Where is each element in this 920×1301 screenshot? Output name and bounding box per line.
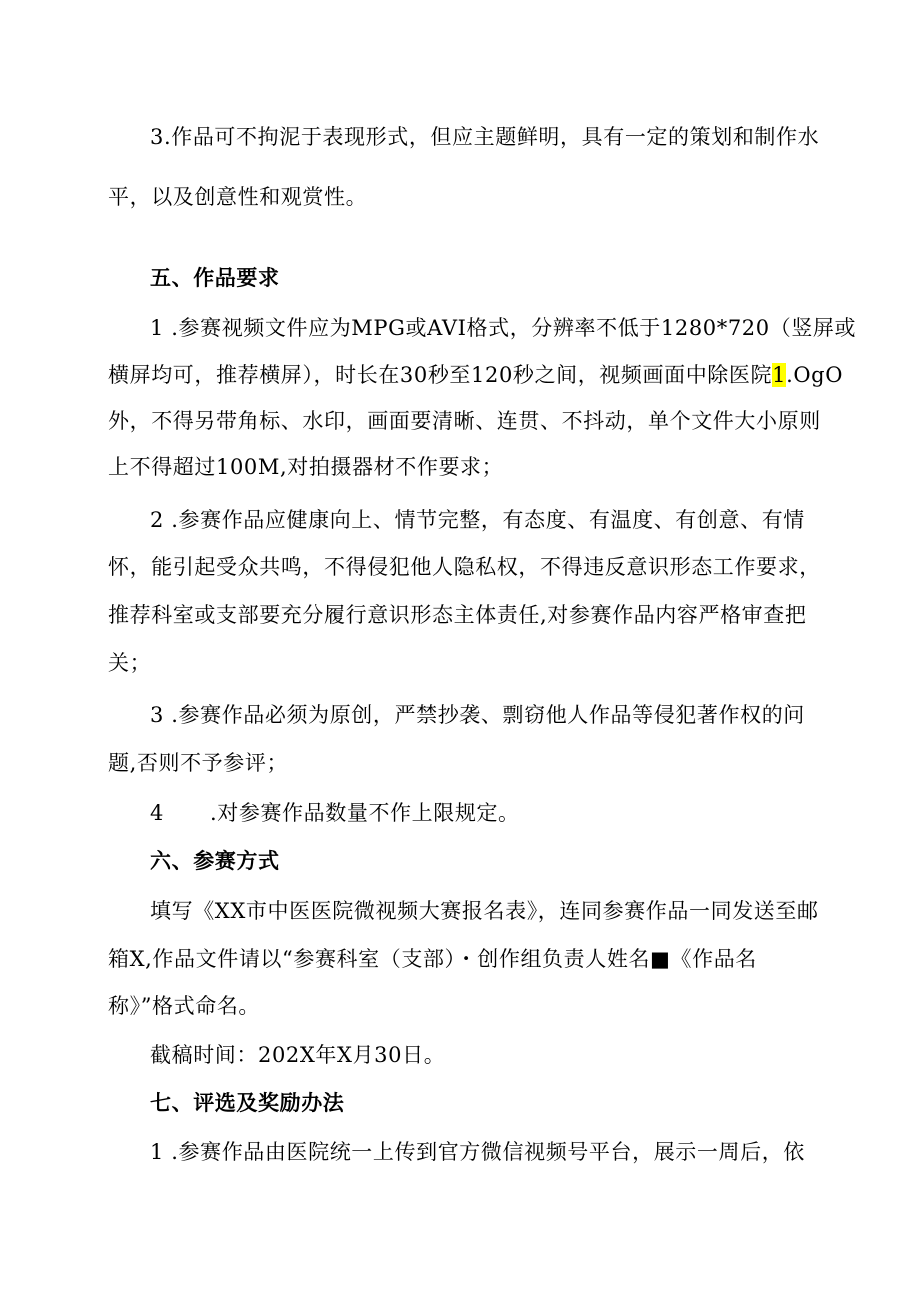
section5-item2-line2: 怀，能引起受众共鸣，不得侵犯他人隐私权，不得违反意识形态工作要求，: [108, 555, 821, 579]
section5-item1-line2-tail: .OgO: [786, 363, 844, 387]
section5-item2-line1: 2 .参赛作品应健康向上、情节完整，有态度、有温度、有创意、有情: [150, 508, 805, 532]
section4-item3-line2: 平，以及创意性和观赏性。: [108, 185, 368, 209]
section4-item3-line1: 3.作品可不拘泥于表现形式，但应主题鲜明，具有一定的策划和制作水: [150, 125, 820, 149]
highlight-mark: 1: [772, 363, 787, 387]
section5-item1-line2-text: 横屏均可，推荐横屏），时长在30秒至120秒之间，视频画面中除医院: [108, 363, 773, 387]
section5-heading: 五、作品要求: [150, 266, 280, 290]
section5-item1-line1: 1 .参赛视频文件应为MPG或AVI格式，分辨率不低于1280*720（竖屏或: [150, 316, 857, 340]
section5-item4-number: 4: [150, 801, 164, 825]
section6-para1-line1: 填写《XX市中医医院微视频大赛报名表》，连同参赛作品一同发送至邮: [150, 899, 819, 923]
section5-item4: [150, 798, 870, 828]
section5-item3-line2: 题,否则不予参评；: [108, 751, 289, 775]
section5-item3-line1: 3 .参赛作品必须为原创，严禁抄袭、剽窃他人作品等侵犯著作权的问: [150, 703, 805, 727]
section5-item1-line2: [108, 360, 844, 390]
section5-item4-text: .对参赛作品数量不作上限规定。: [209, 801, 520, 825]
section7-item1-line1: 1 .参赛作品由医院统一上传到官方微信视频号平台，展示一周后，依: [150, 1140, 805, 1164]
section6-para1-line2: 箱X,作品文件请以“参赛科室（支部）・创作组负责人姓名■《作品名: [108, 947, 757, 971]
section6-para1-line3: 称》”格式命名。: [108, 994, 261, 1018]
section6-deadline: 截稿时间：202X年X月30日。: [150, 1043, 446, 1067]
section7-heading: 七、评选及奖励办法: [150, 1091, 345, 1115]
section5-item2-line4: 关；: [108, 651, 152, 675]
section6-heading: 六、参赛方式: [150, 849, 280, 873]
section5-item2-line3: 推荐科室或支部要充分履行意识形态主体责任,对参赛作品内容严格审查把: [108, 603, 807, 627]
section5-item1-line4: 上不得超过100M,对拍摄器材不作要求；: [108, 455, 504, 479]
section5-item1-line3: 外，不得另带角标、水印，画面要清晰、连贯、不抖动，单个文件大小原则: [108, 409, 821, 433]
